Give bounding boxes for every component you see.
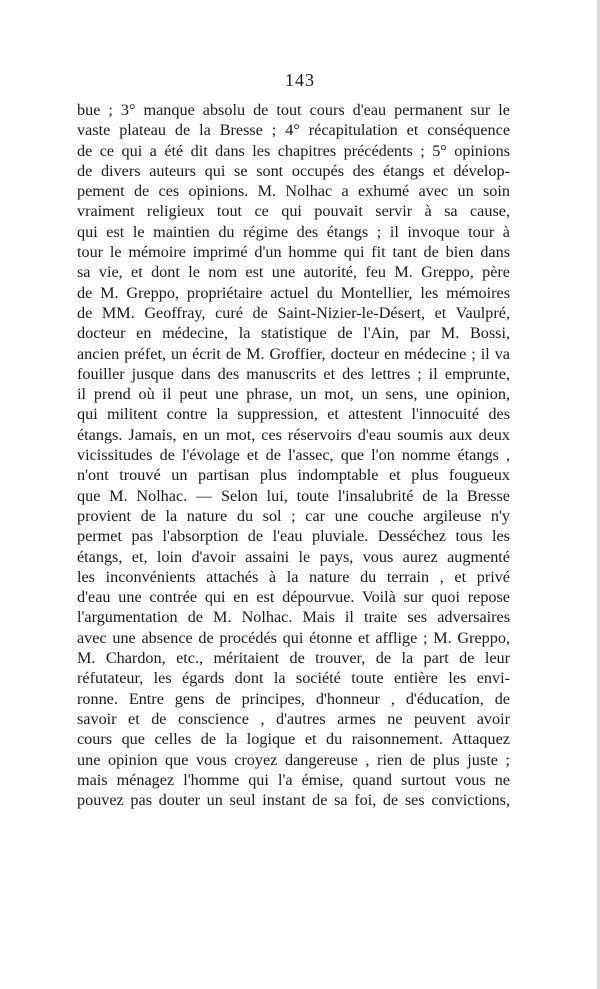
text-line: bue ; 3° manque absolu de tout cours d'eau permanent sur le xyxy=(77,101,510,119)
text-line: de MM. Geoffray, curé de Saint-Nizier-le-Désert, et Vaulpré, xyxy=(77,303,510,322)
text-line: ancien préfet, un écrit de M. Groffier, docteur en médecine ; il va xyxy=(77,344,510,363)
text-line: de ce qui a été dit dans les chapitres précédents ; 5° opinions xyxy=(77,141,510,160)
text-line: mais ménagez l'homme qui l'a émise, quand surtout vous ne xyxy=(77,770,510,789)
text-line: pement de ces opinions. M. Nolhac a exhumé avec un soin xyxy=(77,182,510,201)
text-line: n'ont trouvé un partisan plus indomptable et plus fougueux xyxy=(77,466,510,485)
text-line: sa vie, et dont le nom est une autorité, feu M. Greppo, père xyxy=(77,263,510,282)
text-line: tour le mémoire imprimé d'un homme qui fit tant de bien dans xyxy=(77,243,510,262)
page-number: 143 xyxy=(285,70,315,90)
text-line: vraiment religieux tout ce qui pouvait servir à sa cause, xyxy=(77,202,510,221)
text-line: pouvez pas douter un seul instant de sa foi, de ses convictions, xyxy=(77,791,510,810)
text-line: fouiller jusque dans des manuscrits et des lettres ; il emprunte, xyxy=(77,364,510,383)
text-line: d'eau une contrée qui en est dépourvue. Voilà sur quoi repose xyxy=(77,588,510,607)
text-line: de divers auteurs qui se sont occupés des étangs et dévelop- xyxy=(77,161,510,180)
text-line: de M. Greppo, propriétaire actuel du Montellier, les mémoires xyxy=(77,283,510,302)
text-line: cours que celles de la logique et du raisonnement. Attaquez xyxy=(77,730,510,749)
text-line: les inconvénients attachés à la nature du terrain , et privé xyxy=(77,567,510,586)
text-line: l'argumentation de M. Nolhac. Mais il traite ses adversaires xyxy=(77,608,510,627)
text-line: savoir et de conscience , d'autres armes ne peuvent avoir xyxy=(77,709,510,728)
text-line: étangs, et, loin d'avoir assaini le pays, vous aurez augmenté xyxy=(77,547,510,566)
text-line: il prend où il peut une phrase, un mot, un sens, une opinion, xyxy=(77,385,510,404)
text-line: docteur en médecine, la statistique de l'Ain, par M. Bossi, xyxy=(77,324,510,343)
text-line: qui est le maintien du régime des étangs ; il invoque tour à xyxy=(77,222,510,241)
text-line: provient de la nature du sol ; car une couche argileuse n'y xyxy=(77,506,510,525)
body-text xyxy=(77,100,510,810)
text-line: réfutateur, les égards dont la société toute entière les envi- xyxy=(77,669,510,688)
text-line: une opinion que vous croyez dangereuse , rien de plus juste ; xyxy=(77,750,510,769)
text-line: qui militent contre la suppression, et attestent l'innocuité des xyxy=(77,405,510,424)
text-line: ronne. Entre gens de principes, d'honneur , d'éducation, de xyxy=(77,689,510,708)
text-line: vaste plateau de la Bresse ; 4° récapitulation et conséquence xyxy=(77,121,510,140)
text-line: vicissitudes de l'évolage et de l'assec, que l'on nomme étangs , xyxy=(77,446,510,465)
text-line: permet pas l'absorption de l'eau pluviale. Desséchez tous les xyxy=(77,527,510,546)
text-line: que M. Nolhac. — Selon lui, toute l'insalubrité de la Bresse xyxy=(77,486,510,505)
text-line: avec une absence de procédés qui étonne et afflige ; M. Greppo, xyxy=(77,628,510,647)
text-line: étangs. Jamais, en un mot, ces réservoirs d'eau soumis aux deux xyxy=(77,425,510,444)
text-line: M. Chardon, etc., méritaient de trouver, de la part de leur xyxy=(77,649,510,668)
